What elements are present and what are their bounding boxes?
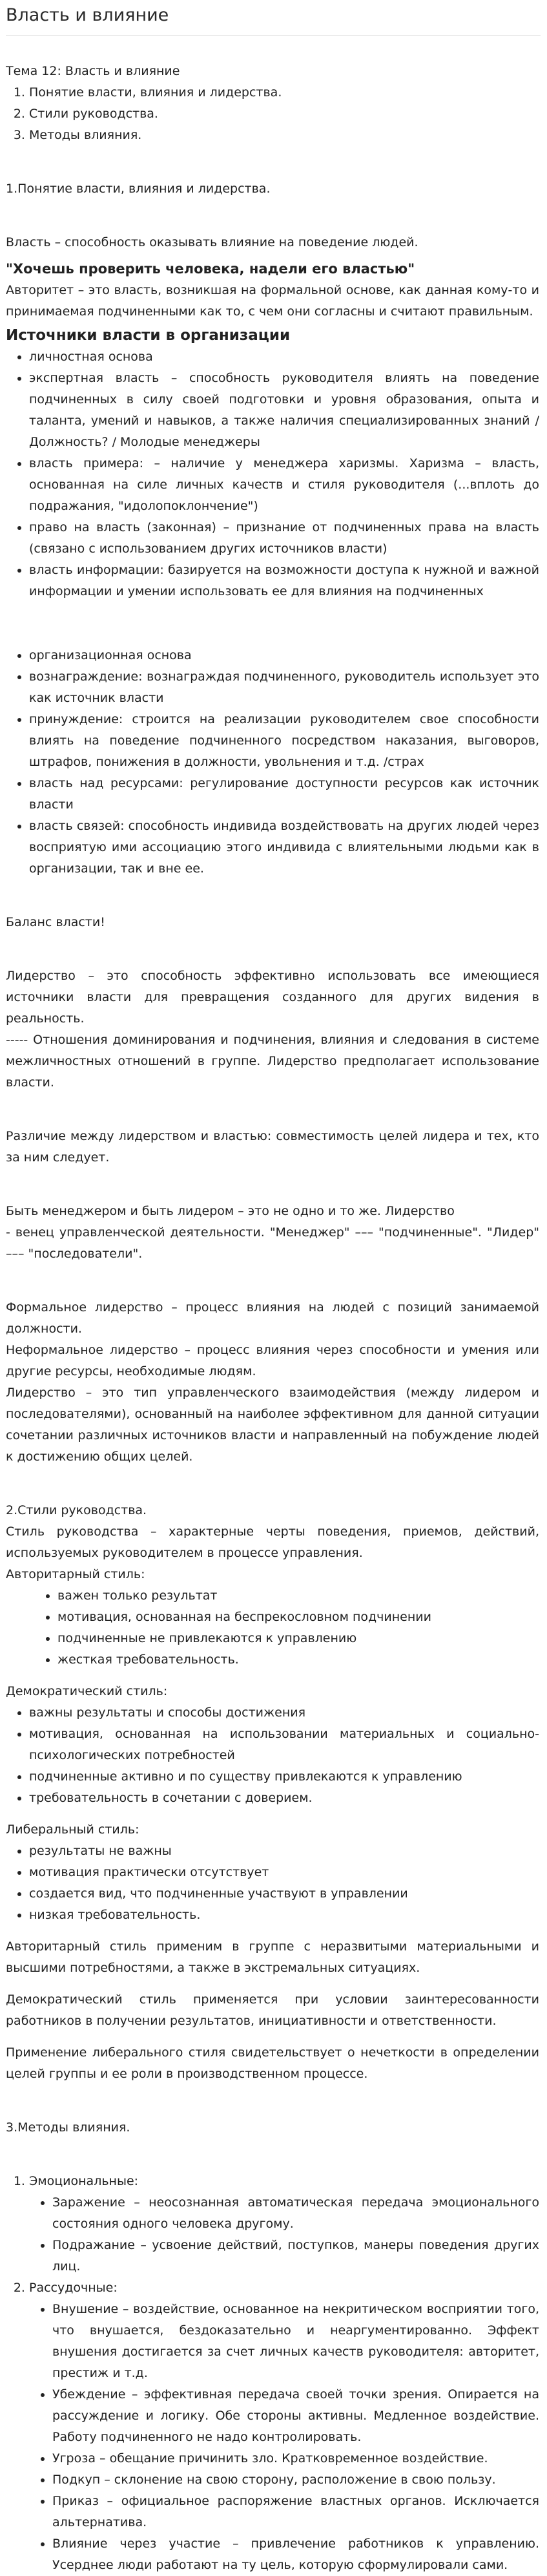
liberal-list bbox=[6, 1841, 539, 1926]
document-body bbox=[6, 61, 539, 2576]
sources-heading: Источники власти в организации bbox=[6, 327, 291, 344]
informal-leadership: Неформальное лидерство – процесс влияния через способности и умения или другие ресурсы, необходимые людям. bbox=[6, 1343, 539, 1378]
list-item: • Приказ – официальное распоряжение властных органов. Исключается альтернатива. bbox=[52, 2491, 539, 2533]
quote-heading: "Хочешь проверить человека, надели его властью" bbox=[6, 261, 415, 277]
method-group-label: Эмоциональные: bbox=[29, 2174, 139, 2188]
list-item: • Подражание – усвоение действий, поступков, манеры поведения других лиц. bbox=[52, 2235, 539, 2277]
power-definition: Власть – способность оказывать влияние на поведение людей. bbox=[6, 235, 418, 249]
leadership-definition: Лидерство – это способность эффективно использовать все имеющиеся источники власти для превращения созданного для других видения в реальность. bbox=[6, 969, 539, 1026]
list-item: • организационная основа bbox=[29, 645, 539, 666]
list-item: • жесткая требовательность. bbox=[57, 1649, 539, 1671]
list-item: • власть над ресурсами: регулирование доступности ресурсов как источник власти bbox=[29, 773, 539, 816]
list-item: • экспертная власть – способность руководителя влиять на поведение подчиненных в силу своей подготовки и уровня образования, опыта и таланта, умений и навыков, а также наличия специализированных знаний / Должность? / Молодые менеджеры bbox=[29, 368, 539, 453]
list-item: • Подкуп – склонение на свою сторону, расположение в свою пользу. bbox=[52, 2469, 539, 2491]
list-item: • личностная основа bbox=[29, 346, 539, 368]
section-3-heading: 3.Методы влияния. bbox=[6, 2120, 130, 2135]
authoritarian-application: Авторитарный стиль применим в группе с неразвитыми материальными и высшими потребностями, а также в экстремальных ситуациях. bbox=[6, 1939, 539, 1975]
method-group bbox=[29, 2171, 539, 2277]
list-item: • подчиненные не привлекаются к управлению bbox=[57, 1628, 539, 1649]
formal-leadership: Формальное лидерство – процесс влияния на людей с позиций занимаемой должности. bbox=[6, 1300, 539, 1336]
section-2-heading: 2.Стили руководства. bbox=[6, 1503, 147, 1517]
list-item: • принуждение: строится на реализации руководителем свое способности влиять на поведение подчиненного посредством наказания, выговоров, штрафов, понижения в должности, увольнения и т.д. /страх bbox=[29, 709, 539, 773]
list-item: • мотивация, основанная на беспрекословном подчинении bbox=[57, 1607, 539, 1628]
balance-note: Баланс власти! bbox=[6, 915, 105, 929]
list-item: • мотивация практически отсутствует bbox=[29, 1862, 539, 1883]
style-definition: Стиль руководства – характерные черты поведения, приемов, действий, используемых руководителем в процессе управления. bbox=[6, 1525, 539, 1560]
democratic-label: Демократический стиль: bbox=[6, 1684, 168, 1698]
democratic-list bbox=[6, 1702, 539, 1809]
list-item: • низкая требовательность. bbox=[29, 1905, 539, 1926]
section-1-heading: 1.Понятие власти, влияния и лидерства. bbox=[6, 182, 271, 196]
authority-definition: Авторитет – это власть, возникшая на формальной основе, как данная кому-то и принимаемая подчиненными как то, с чем они согласны и считают правильным. bbox=[6, 283, 539, 319]
list-item: • Убеждение – эффективная передача своей точки зрения. Опирается на рассуждение и логику. Обе стороны активны. Медленное воздействие. Работу подчиненного не надо контролировать. bbox=[52, 2384, 539, 2448]
list-item: • право на власть (законная) – признание от подчиненных права на власть (связано с использованием других источников власти) bbox=[29, 517, 539, 560]
method-items bbox=[29, 2192, 539, 2277]
method-group bbox=[29, 2277, 539, 2576]
difference-paragraph: Различие между лидерством и властью: совместимость целей лидера и тех, кто за ним следует. bbox=[6, 1129, 539, 1165]
list-item: • власть связей: способность индивида воздействовать на других людей через восприятую ими ассоциацию этого индивида с влиятельными людьми как в организации, так и вне ее. bbox=[29, 816, 539, 880]
methods-list bbox=[6, 2171, 539, 2576]
organizational-sources-list bbox=[6, 645, 539, 880]
method-items bbox=[29, 2299, 539, 2576]
list-item: • подчиненные активно и по существу привлекаются к управлению bbox=[29, 1766, 539, 1788]
topic-heading: Тема 12: Власть и влияние bbox=[6, 64, 180, 78]
topic-item: 1. Понятие власти, влияния и лидерства. bbox=[29, 82, 539, 103]
list-item: • Влияние через участие – привлечение работников к управлению. Усерднее люди работают на ту цель, которую сформулировали сами. bbox=[52, 2533, 539, 2576]
list-item: • создается вид, что подчиненные участвуют в управлении bbox=[29, 1883, 539, 1905]
list-item: • требовательность в сочетании с доверием. bbox=[29, 1788, 539, 1809]
relations-paragraph: ----- Отношения доминирования и подчинения, влияния и следования в системе межличностных отношений в группе. Лидерство предполагает использование власти. bbox=[6, 1033, 539, 1090]
list-item: • Заражение – неосознанная автоматическая передача эмоционального состояния одного человека другому. bbox=[52, 2192, 539, 2235]
authoritarian-label: Авторитарный стиль: bbox=[6, 1567, 145, 1581]
title-divider bbox=[6, 35, 541, 36]
topic-list bbox=[6, 82, 539, 146]
list-item: • мотивация, основанная на использовании материальных и социально-психологических потребностей bbox=[29, 1724, 539, 1766]
personal-sources-list bbox=[6, 346, 539, 602]
list-item: • вознаграждение: вознаграждая подчиненного, руководитель использует это как источник власти bbox=[29, 666, 539, 709]
page-title: Власть и влияние bbox=[6, 5, 169, 25]
leadership-type: Лидерство – это тип управленческого взаимодействия (между лидером и последователями), основанный на наиболее эффективном для данной ситуации сочетании различных источников власти и направленный на побуждение людей к достижению общих целей. bbox=[6, 1386, 539, 1464]
manager-paragraph-line1: Быть менеджером и быть лидером – это не одно и то же. Лидерство bbox=[6, 1204, 455, 1218]
list-item: • важны результаты и способы достижения bbox=[29, 1702, 539, 1724]
list-item: • результаты не важны bbox=[29, 1841, 539, 1862]
democratic-application: Демократический стиль применяется при условии заинтересованности работников в получении результатов, инициативности и ответственности. bbox=[6, 1992, 539, 2028]
list-item: • власть примера: – наличие у менеджера харизмы. Харизма – власть, основанная на силе личных качеств и стиля руководителя (...вплоть до подражания, "идолопоклончение") bbox=[29, 453, 539, 517]
authoritarian-list bbox=[6, 1585, 539, 1671]
topic-item: 2. Стили руководства. bbox=[29, 103, 539, 125]
method-group-label: Рассудочные: bbox=[29, 2281, 118, 2295]
list-item: • важен только результат bbox=[57, 1585, 539, 1607]
list-item: • Внушение – воздействие, основанное на некритическом восприятии того, что внушается, бездоказательно и неаргументированно. Эффект внушения достигается за счет личных качеств руководителя: авторитет, престиж и т.д. bbox=[52, 2299, 539, 2384]
list-item: • власть информации: базируется на возможности доступа к нужной и важной информации и умении использовать ее для влияния на подчиненных bbox=[29, 560, 539, 602]
list-item: • Угроза – обещание причинить зло. Кратковременное воздействие. bbox=[52, 2448, 539, 2469]
manager-paragraph-line2: - венец управленческой деятельности. "Менеджер" ––– "подчиненные". "Лидер" ––– "последователи". bbox=[6, 1225, 539, 1261]
liberal-application: Применение либерального стиля свидетельствует о нечеткости в определении целей группы и ее роли в производственном процессе. bbox=[6, 2045, 539, 2081]
topic-item: 3. Методы влияния. bbox=[29, 125, 539, 146]
liberal-label: Либеральный стиль: bbox=[6, 1822, 139, 1837]
